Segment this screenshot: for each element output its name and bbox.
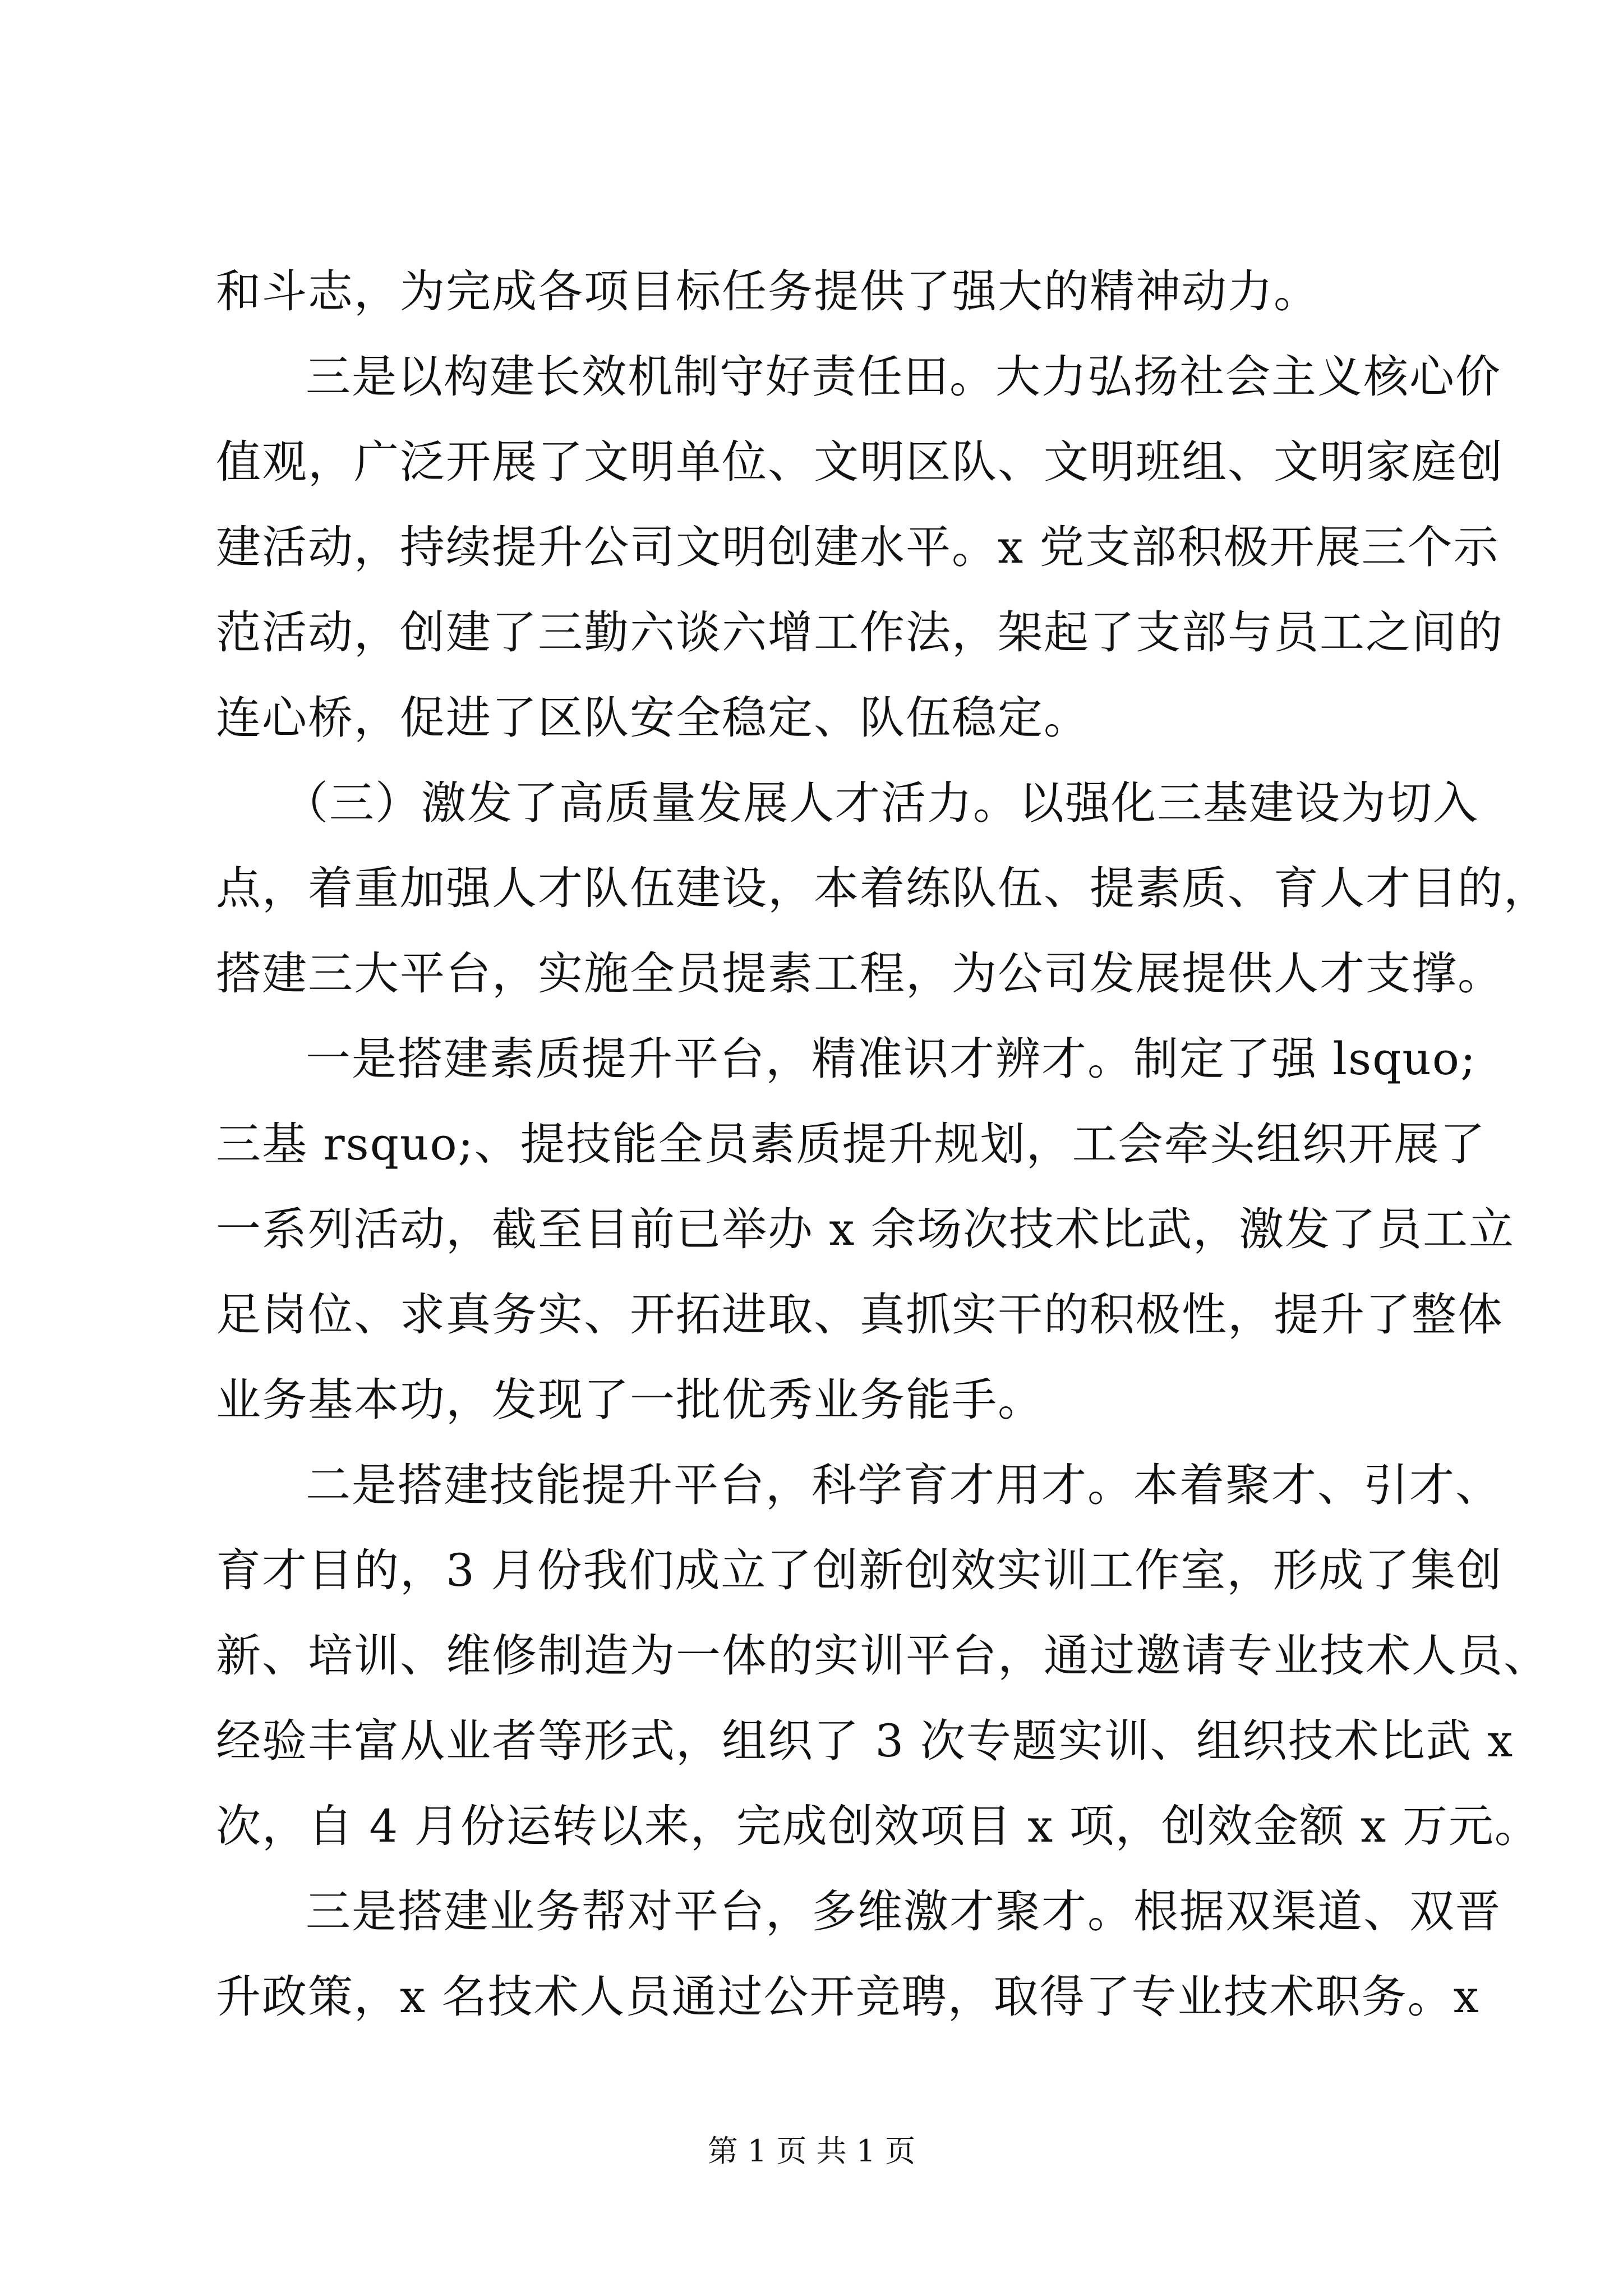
text-line-3: 值观，广泛开展了文明单位、文明区队、文明班组、文明家庭创 bbox=[216, 436, 1504, 488]
text-line-2: 三是以构建长效机制守好责任田。大力弘扬社会主义核心价 bbox=[306, 351, 1501, 403]
text-line-9: 搭建三大平台，实施全员提素工程，为公司发展提供人才支撑。 bbox=[216, 947, 1504, 1000]
text-line-4: 建活动，持续提升公司文明创建水平。x 党支部积极开展三个示 bbox=[216, 521, 1500, 573]
text-line-1: 和斗志，为完成各项目标任务提供了强大的精神动力。 bbox=[216, 265, 1320, 318]
text-line-13: 足岗位、求真务实、开拓进取、真抓实干的积极性，提升了整体 bbox=[216, 1289, 1504, 1341]
text-line-10: 一是搭建素质提升平台，精准识才辨才。制定了强 lsquo; bbox=[306, 1033, 1477, 1085]
text-line-16: 育才目的，3 月份我们成立了创新创效实训工作室，形成了集创 bbox=[216, 1544, 1503, 1596]
text-line-17: 新、培训、维修制造为一体的实训平台，通过邀请专业技术人员、 bbox=[216, 1630, 1550, 1682]
text-line-18: 经验丰富从业者等形式，组织了 3 次专题实训、组织技术比武 x bbox=[216, 1715, 1514, 1767]
page-footer: 第 1 页 共 1 页 bbox=[707, 2133, 916, 2169]
text-line-19: 次，自 4 月份运转以来，完成创效项目 x 项，创效金额 x 万元。 bbox=[216, 1800, 1541, 1852]
text-line-15: 二是搭建技能提升平台，科学育才用才。本着聚才、引才、 bbox=[306, 1459, 1501, 1511]
text-line-11: 三基 rsquo;、提技能全员素质提升规划，工会牵头组织开展了 bbox=[216, 1118, 1486, 1170]
text-line-6: 连心桥，促进了区队安全稳定、队伍稳定。 bbox=[216, 692, 1090, 744]
section-heading-3: （三）激发了高质量发展人才活力。以强化三基建设为切入 bbox=[283, 777, 1479, 829]
text-line-8: 点，着重加强人才队伍建设，本着练队伍、提素质、育人才目的， bbox=[216, 862, 1550, 914]
text-line-12: 一系列活动，截至目前已举办 x 余场次技术比武，激发了员工立 bbox=[216, 1203, 1515, 1255]
text-line-21: 升政策，x 名技术人员通过公开竞聘，取得了专业技术职务。x bbox=[216, 1971, 1480, 2023]
text-line-14: 业务基本功，发现了一批优秀业务能手。 bbox=[216, 1374, 1044, 1426]
text-line-20: 三是搭建业务帮对平台，多维激才聚才。根据双渠道、双晋 bbox=[306, 1885, 1501, 1938]
text-line-5: 范活动，创建了三勤六谈六增工作法，架起了支部与员工之间的 bbox=[216, 606, 1504, 659]
